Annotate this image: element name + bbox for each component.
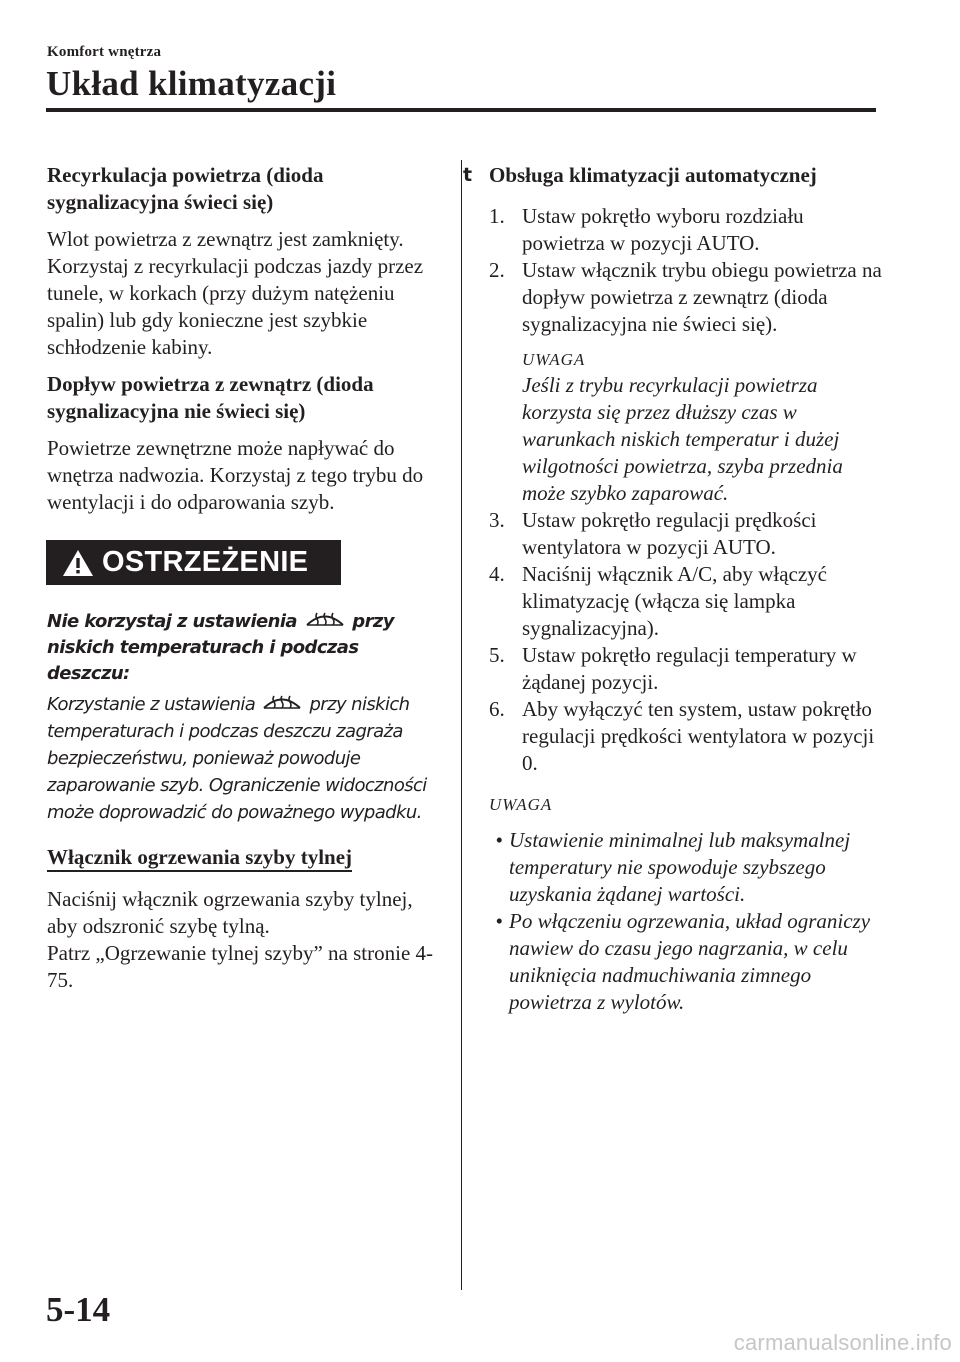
windshield-defog-icon	[304, 610, 346, 630]
rear-defroster-text: Naciśnij włącznik ogrzewania szyby tylnej, aby odszronić szybę tylną.	[47, 887, 413, 938]
step-text: Aby wyłączyć ten system, ustaw pokrętło regulacji prędkości wentylatora w pozycji 0.	[522, 697, 875, 775]
fresh-air-text: Powietrze zewnętrzne może napływać do wnętrza nadwozia. Korzystaj z tego trybu do wentylacji i do odparowania szyb.	[47, 436, 424, 514]
bullet-icon: •	[495, 828, 503, 852]
warning-body-part-1: Korzystanie z ustawienia	[47, 694, 256, 715]
warning-title	[47, 609, 442, 687]
warning-body	[47, 691, 442, 826]
rear-defroster-heading: Włącznik ogrzewania szyby tylnej	[47, 844, 352, 872]
left-column	[47, 162, 442, 1004]
page-title: Układ klimatyzacji	[46, 64, 337, 103]
step-text: Ustaw włącznik trybu obiegu powietrza na dopływ powietrza z zewnątrz (dioda sygnalizacyjna nie świeci się).	[522, 258, 882, 336]
step-number: 1.	[489, 204, 505, 228]
fresh-air-heading: Dopływ powietrza z zewnątrz (dioda sygnalizacyjna nie świeci się)	[47, 372, 374, 423]
list-item	[489, 257, 884, 338]
bullet-text: Po włączeniu ogrzewania, układ ograniczy nawiew do czasu jego nagrzania, w celu uniknięcia nadmuchiwania zimnego powietrza z wylotów.	[509, 909, 871, 1014]
procedure-title: Obsługa klimatyzacji automatycznej	[489, 163, 817, 187]
note-label: UWAGA	[489, 795, 553, 814]
list-item	[489, 203, 884, 257]
list-item	[489, 827, 884, 908]
list-item	[489, 561, 884, 642]
rear-defroster-reference[interactable]: Patrz „Ogrzewanie tylnej szyby” na stronie 4-75.	[47, 941, 434, 992]
warning-triangle-icon	[62, 549, 94, 577]
step-number: 4.	[489, 562, 505, 586]
note-label: UWAGA	[522, 350, 586, 369]
warning-label: OSTRZEŻENIE	[102, 546, 309, 578]
warning-banner	[46, 540, 341, 585]
procedure-marker-icon: t	[463, 164, 473, 186]
procedure-heading	[463, 162, 884, 189]
windshield-defog-icon	[261, 693, 303, 713]
step-number: 5.	[489, 643, 505, 667]
warning-title-part-2: przy niskich temperaturach i podczas deszczu:	[47, 611, 394, 684]
step-text: Ustaw pokrętło regulacji temperatury w żądanej pozycji.	[522, 643, 857, 694]
warning-title-part-1: Nie korzystaj z ustawienia	[47, 611, 297, 632]
step-text: Ustaw pokrętło wyboru rozdziału powietrza w pozycji AUTO.	[522, 204, 804, 255]
step-text: Ustaw pokrętło regulacji prędkości wentylatora w pozycji AUTO.	[522, 508, 817, 559]
watermark: carmanualsonline.info	[733, 1330, 952, 1355]
right-column	[463, 162, 884, 1016]
step-number: 6.	[489, 697, 505, 721]
step-number: 3.	[489, 508, 505, 532]
list-item	[489, 507, 884, 561]
warning-body-part-2: przy niskich temperaturach i podczas deszczu zagraża bezpieczeństwu, ponieważ powoduje zaparowanie szyb. Ograniczenie widoczności może doprowadzić do poważnego wypadku.	[47, 694, 427, 823]
bullet-icon: •	[495, 909, 503, 933]
note-text: Jeśli z trybu recyrkulacji powietrza korzysta się przez dłuższy czas w warunkach niskich temperatur i dużej wilgotności powietrza, szyba przednia może szybko zaparować.	[522, 373, 843, 505]
header-rule	[46, 108, 876, 112]
bullet-text: Ustawienie minimalnej lub maksymalnej temperatury nie spowoduje szybszego uzyskania żądanej wartości.	[509, 828, 851, 906]
step-number: 2.	[489, 258, 505, 282]
section-label: Komfort wnętrza	[47, 44, 162, 60]
list-item	[489, 642, 884, 696]
column-divider	[461, 160, 462, 1290]
recirculation-heading: Recyrkulacja powietrza (dioda sygnalizacyjna świeci się)	[47, 163, 324, 214]
recirculation-text: Wlot powietrza z zewnątrz jest zamknięty. Korzystaj z recyrkulacji podczas jazdy przez tunele, w korkach (przy dużym natężeniu spalin) lub gdy konieczne jest szybkie schłodzenie kabiny.	[47, 227, 424, 359]
list-item	[489, 908, 884, 1016]
list-item	[489, 696, 884, 777]
step-text: Naciśnij włącznik A/C, aby włączyć klimatyzację (włącza się lampka sygnalizacyjna).	[522, 562, 827, 640]
page-number: 5-14	[46, 1290, 111, 1329]
